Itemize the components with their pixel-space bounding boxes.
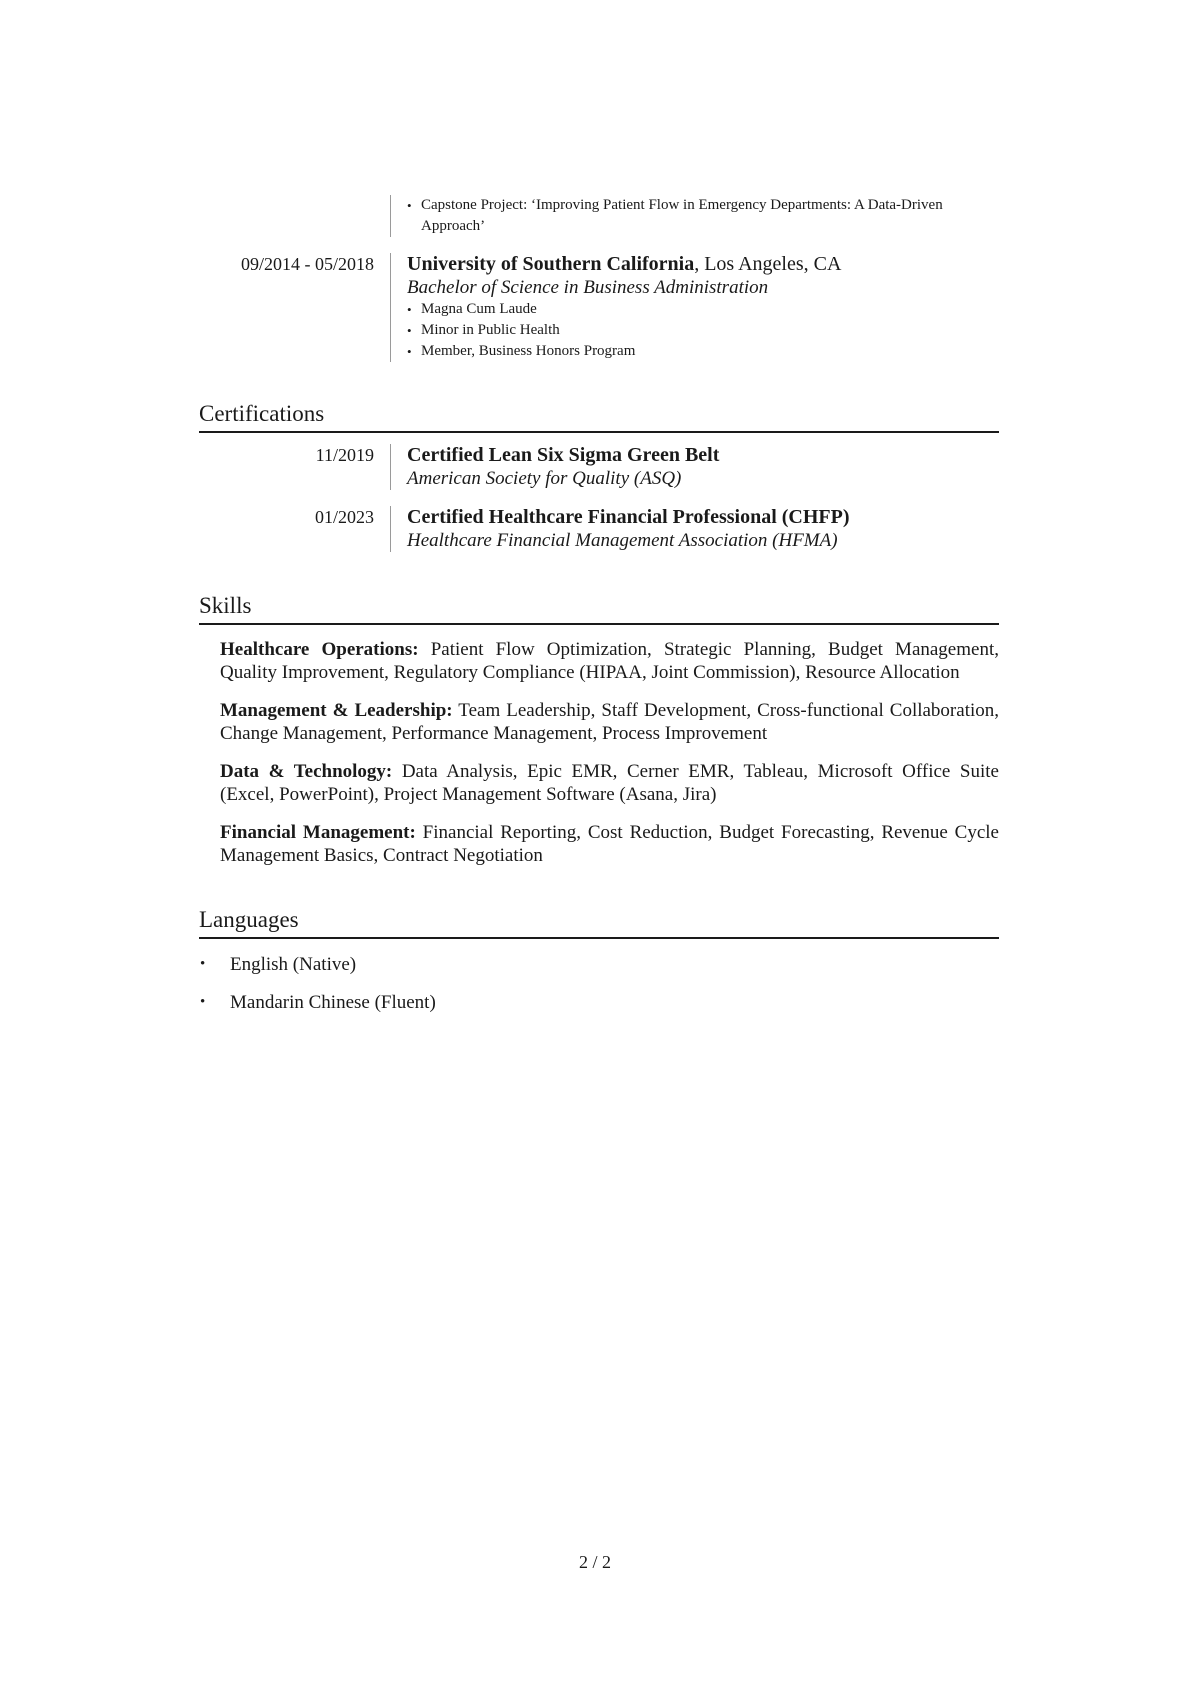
entry-body [390,506,999,552]
entry-body [390,195,999,237]
skill-label: Financial Management: [220,822,416,843]
language-item: • Mandarin Chinese (Fluent) [199,991,999,1014]
skill-group [220,699,999,745]
entry-body [390,253,999,362]
skill-label: Healthcare Operations: [220,639,419,660]
section-heading-languages: Languages [199,906,999,939]
skill-label: Management & Leadership: [220,700,453,721]
bullet-list [407,195,999,237]
institution-location: , Los Angeles, CA [694,253,842,275]
section-heading-skills: Skills [199,592,999,625]
skill-text: Financial Reporting, Cost Reduction, Budget Forecasting, Revenue Cycle Management Basics, Contract Negotiation [220,822,999,866]
language-item: • English (Native) [199,953,999,976]
list-item: • Minor in Public Health [407,320,999,341]
resume-page [199,0,999,1683]
page-number: 2 / 2 [578,1552,611,1572]
certification-issuer: American Society for Quality (ASQ) [407,468,682,489]
skill-label: Data & Technology: [220,761,393,782]
certification-title: Certified Healthcare Financial Professional (CHFP) [407,506,850,528]
certification-title: Certified Lean Six Sigma Green Belt [407,444,720,466]
skill-text: Team Leadership, Staff Development, Cross-functional Collaboration, Change Management, Performance Management, Process Improvement [220,700,1000,744]
skill-group [220,821,999,867]
entry-date: 09/2014 - 05/2018 [241,254,374,274]
certification-issuer: Healthcare Financial Management Association (HFMA) [407,530,838,551]
entry-title [407,444,999,467]
bullet-list [407,299,999,362]
degree: Bachelor of Science in Business Administration [407,277,769,298]
list-item: • Magna Cum Laude [407,299,999,320]
entry-body [390,444,999,490]
entry-title [407,506,999,529]
skill-group [220,760,999,806]
skill-group [220,638,999,684]
skill-text: Patient Flow Optimization, Strategic Planning, Budget Management, Quality Improvement, Regulatory Compliance (HIPAA, Joint Commission), Resource Allocation [220,639,999,683]
skill-text: Data Analysis, Epic EMR, Cerner EMR, Tableau, Microsoft Office Suite (Excel, PowerPoint), Project Management Software (Asana, Jira) [220,761,999,805]
entry-title [407,253,999,276]
institution-name: University of Southern California [407,253,695,275]
entry-date: 11/2019 [315,445,374,465]
section-heading-certifications: Certifications [199,400,999,433]
entry-date: 01/2023 [314,507,374,527]
list-item: • Member, Business Honors Program [407,341,999,362]
list-item: • Capstone Project: ‘Improving Patient Flow in Emergency Departments: A Data-Driven Approach’ [407,195,999,237]
